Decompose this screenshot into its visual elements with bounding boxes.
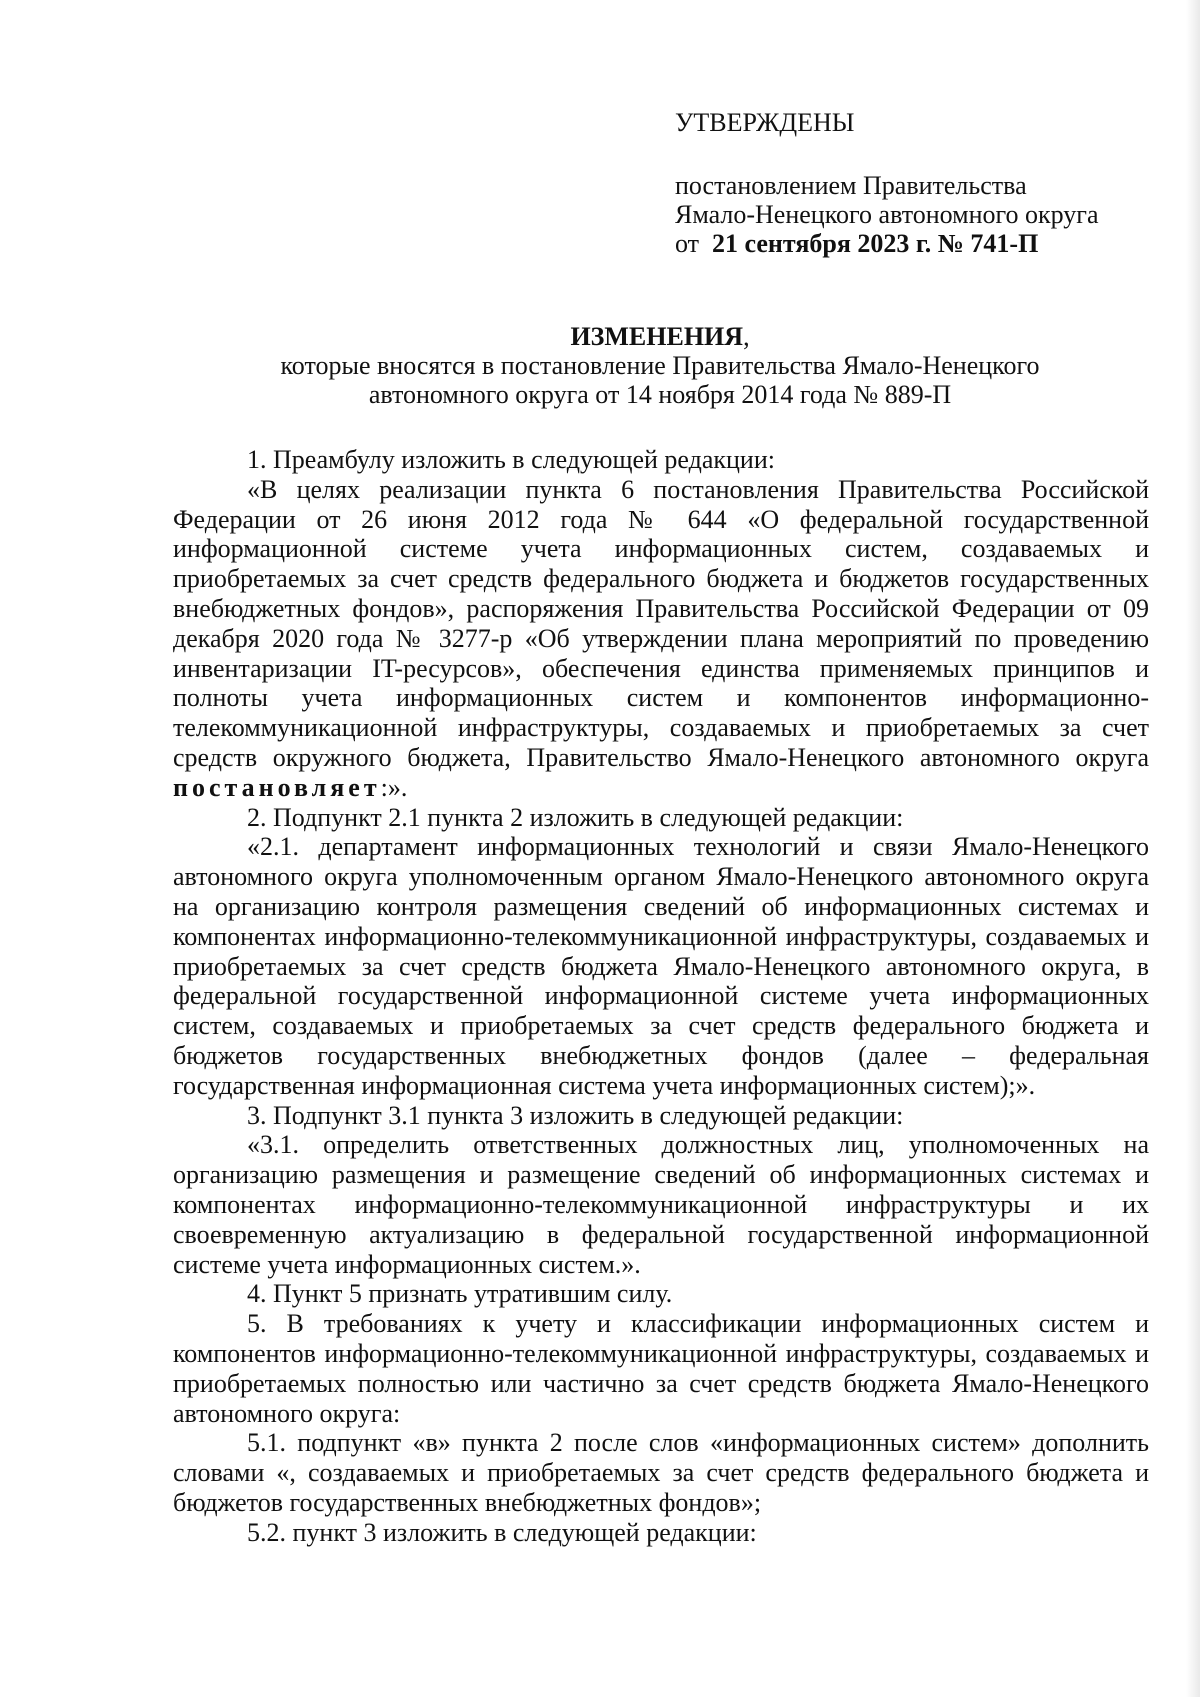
document-subtitle-line-1: которые вносятся в постановление Правительства Ямало-Ненецкого [280,351,1040,380]
paragraph-6: «3.1. определить ответственных должностных лиц, уполномоченных на организацию размещения и размещение сведений об информационных системах и компонентах информационно-телекоммуникационной инфраструктуры и их своевременную актуализацию в федеральной государственной информационной системе учета информационных систем.». [173,1130,1149,1279]
paragraph-2 [173,475,1149,803]
paragraph-2-emphasis: постановляет [173,772,381,802]
document-subtitle-line-2: автономного округа от 14 ноября 2014 года № 889-П [368,380,952,409]
paragraph-4: «2.1. департамент информационных технологий и связи Ямало-Ненецкого автономного округа уполномоченным органом Ямало-Ненецкого автономного округа на организацию контроля размещения сведений об информационных системах и компонентах информационно-телекоммуникационной инфраструктуры, создаваемых и приобретаемых за счет средств бюджета Ямало-Ненецкого автономного округа, в федеральной государственной информационной системе учета информационных систем, создаваемых и приобретаемых за счет средств федерального бюджета и бюджетов государственных внебюджетных фондов (далее – федеральная государственная информационная система учета информационных систем);». [173,832,1149,1100]
paragraph-2-text: «В целях реализации пункта 6 постановления Правительства Российской Федерации от 26 июня 2012 года № 644 «О федеральной государственной информационной системе учета информационных систем, создаваемых и приобретаемых за счет средств федерального бюджета и бюджетов государственных внебюджетных фондов», распоряжения Правительства Российской Федерации от 09 декабря 2020 года № 3277-р «Об утверждении плана мероприятий по проведению инвентаризации IT-ресурсов», обеспечения единства применяемых принципов и полноты учета информационных систем и компонентов информационно-телекоммуникационной инфраструктуры, создаваемых и приобретаемых за счет средств окружного бюджета, Правительство Ямало-Ненецкого автономного округа [173,474,1149,772]
document-title-block [170,322,1150,409]
approval-block [675,108,1155,258]
paragraph-3: 2. Подпункт 2.1 пункта 2 изложить в следующей редакции: [247,802,904,832]
page-edge-shadow [1186,0,1200,1697]
paragraph-9: 5.1. подпункт «в» пункта 2 после слов «информационных систем» дополнить словами «, создаваемых и приобретаемых за счет средств федерального бюджета и бюджетов государственных внебюджетных фондов»; [173,1428,1149,1517]
approval-date-prefix: от [675,229,700,258]
paragraph-8: 5. В требованиях к учету и классификации информационных систем и компонентов информационно-телекоммуникационной инфраструктуры, создаваемых и приобретаемых полностью или частично за счет средств бюджета Ямало-Ненецкого автономного округа: [173,1309,1149,1428]
paragraph-5: 3. Подпункт 3.1 пункта 3 изложить в следующей редакции: [247,1100,904,1130]
document-body [173,445,1149,1547]
paragraph-7: 4. Пункт 5 признать утратившим силу. [247,1279,673,1309]
paragraph-1: 1. Преамбулу изложить в следующей редакции: [247,445,775,474]
document-title-comma: , [743,322,750,351]
document-title [170,322,1150,351]
approval-heading: УТВЕРЖДЕНЫ [675,108,855,137]
approval-date-line [675,229,1155,258]
approval-line-2: Ямало-Ненецкого автономного округа [675,200,1099,229]
approval-date-number: 21 сентября 2023 г. № 741-П [712,229,1039,258]
paragraph-2-tail: :». [380,772,408,802]
approval-line-1: постановлением Правительства [675,171,1027,200]
paragraph-10: 5.2. пункт 3 изложить в следующей редакции: [247,1517,757,1547]
document-title-text: ИЗМЕНЕНИЯ [570,322,744,351]
